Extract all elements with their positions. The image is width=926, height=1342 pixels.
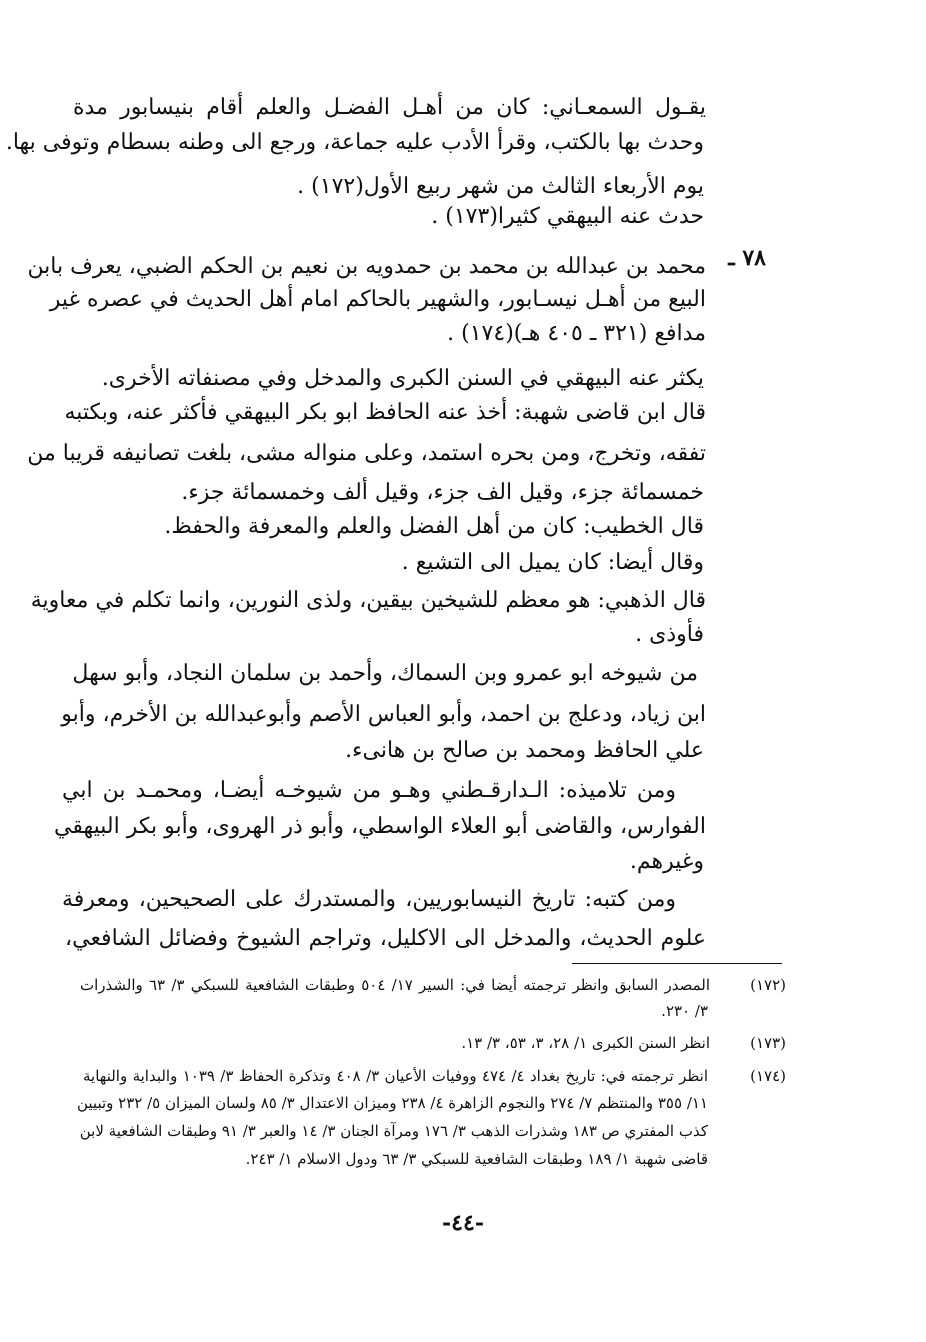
- footnote-number: (١٧٣): [750, 1034, 786, 1052]
- body-line: يوم الأربعاء الثالث من شهر ربيع الأول(١٧٢) .: [297, 174, 704, 199]
- body-line: وحدث بها بالكتب، وقرأ الأدب عليه جماعة، ورجع الى وطنه بسطام وتوفى بها.: [5, 130, 704, 155]
- body-line: يقـول السمعـاني: كان من أهـل الفضـل والعلم أقام بنيسابور مدة: [73, 95, 706, 120]
- footnote-line: ٣/ ٢٣٠.: [661, 1002, 708, 1020]
- footnote-line: قاضى شهبة ١/ ١٨٩ وطبقات الشافعية للسبكي ٣/ ٦٣ ودول الاسلام ١/ ٢٤٣.: [245, 1150, 708, 1168]
- entry-heading-line: البيع من أهـل نيسـابور، والشهير بالحاكم امام أهل الحديث في عصره غير: [49, 287, 706, 312]
- footnote-number: (١٧٤): [750, 1067, 786, 1085]
- body-line: وغيرهم.: [629, 849, 704, 874]
- body-line: يكثر عنه البيهقي في السنن الكبرى والمدخل وفي مصنفاته الأخرى.: [101, 366, 704, 391]
- footnote-line: كذب المفتري ص ١٨٣ وشذرات الذهب ٣/ ١٧٦ ومرآة الجنان ٣/ ١٤ والعبر ٣/ ٩١ وطبقات الشافعية لابن: [79, 1122, 708, 1140]
- body-line: ابن زياد، ودعلج بن احمد، وأبو العباس الأصم وأبوعبدالله بن الأخرم، وأبو: [61, 702, 706, 727]
- body-line: خمسمائة جزء، وقيل الف جزء، وقيل ألف وخمسمائة جزء.: [181, 480, 704, 505]
- body-line: قال ابن قاضى شهبة: أخذ عنه الحافظ ابو بكر البيهقي فأكثر عنه، وبكتبه: [64, 400, 706, 425]
- footnote-line: المصدر السابق وانظر ترجمته أيضا في: السير ١٧/ ٥٠٤ وطبقات الشافعية للسبكي ٣/ ٦٣ والشذرات: [80, 976, 710, 994]
- footnote-line: انظر ترجمته في: تاريخ بغداد ٤/ ٤٧٤ ووفيات الأعيان ٣/ ٤٠٨ وتذكرة الحفاظ ٣/ ١٠٣٩ والبداية والنهاية: [83, 1067, 708, 1085]
- body-line: تفقه، وتخرج، ومن بحره استمد، وعلى منواله مشى، بلغت تصانيفه قريبا من: [27, 441, 706, 466]
- body-line: قال الذهبي: هو معظم للشيخين بيقين، ولذى النورين، وانما تكلم في معاوية: [30, 588, 706, 613]
- body-line: ومن تلاميذه: الـدارقـطني وهـو من شيوخـه أيضـا، ومحمـد بن ابي: [62, 778, 676, 803]
- page-number: -٤٤-: [442, 1210, 484, 1236]
- entry-number: ٧٨ ـ: [728, 245, 766, 271]
- body-line: وقال أيضا: كان يميل الى التشيع .: [401, 550, 704, 575]
- footnote-line: انظر السنن الكبرى ١/ ٢٨، ٣، ٥٣، ٣/ ١٣.: [461, 1034, 710, 1052]
- body-line: حدث عنه البيهقي كثيرا(١٧٣) .: [431, 204, 704, 229]
- entry-heading-line: مدافع (٣٢١ ـ ٤٠٥ هـ)(١٧٤) .: [447, 321, 706, 346]
- body-line: من شيوخه ابو عمرو وبن السماك، وأحمد بن سلمان النجاد، وأبو سهل: [72, 661, 698, 686]
- footnote-number: (١٧٢): [750, 976, 786, 994]
- body-line: الفوارس، والقاضى أبو العلاء الواسطي، وأبو ذر الهروى، وأبو بكر البيهقي: [54, 814, 706, 839]
- footnote-separator: [572, 963, 782, 964]
- entry-heading-line: محمد بن عبدالله بن محمد بن حمدويه بن نعيم بن الحكم الضبي، يعرف بابن: [27, 254, 706, 279]
- body-line: فأوذى .: [635, 622, 704, 647]
- footnote-line: ١١/ ٣٥٥ والمنتظم ٧/ ٢٧٤ والنجوم الزاهرة ٤/ ٢٣٨ وميزان الاعتدال ٣/ ٨٥ ولسان الميزان ٥/ ٢٣٢ وتبيين: [76, 1094, 708, 1112]
- body-line: قال الخطيب: كان من أهل الفضل والعلم والمعرفة والحفظ.: [164, 514, 704, 539]
- body-line: علي الحافظ ومحمد بن صالح بن هانىء.: [345, 738, 704, 763]
- body-line: علوم الحديث، والمدخل الى الاكليل، وتراجم الشيوخ وفضائل الشافعي،: [65, 926, 706, 951]
- body-line: ومن كتبه: تاريخ النيسابوريين، والمستدرك على الصحيحين، ومعرفة: [62, 887, 676, 912]
